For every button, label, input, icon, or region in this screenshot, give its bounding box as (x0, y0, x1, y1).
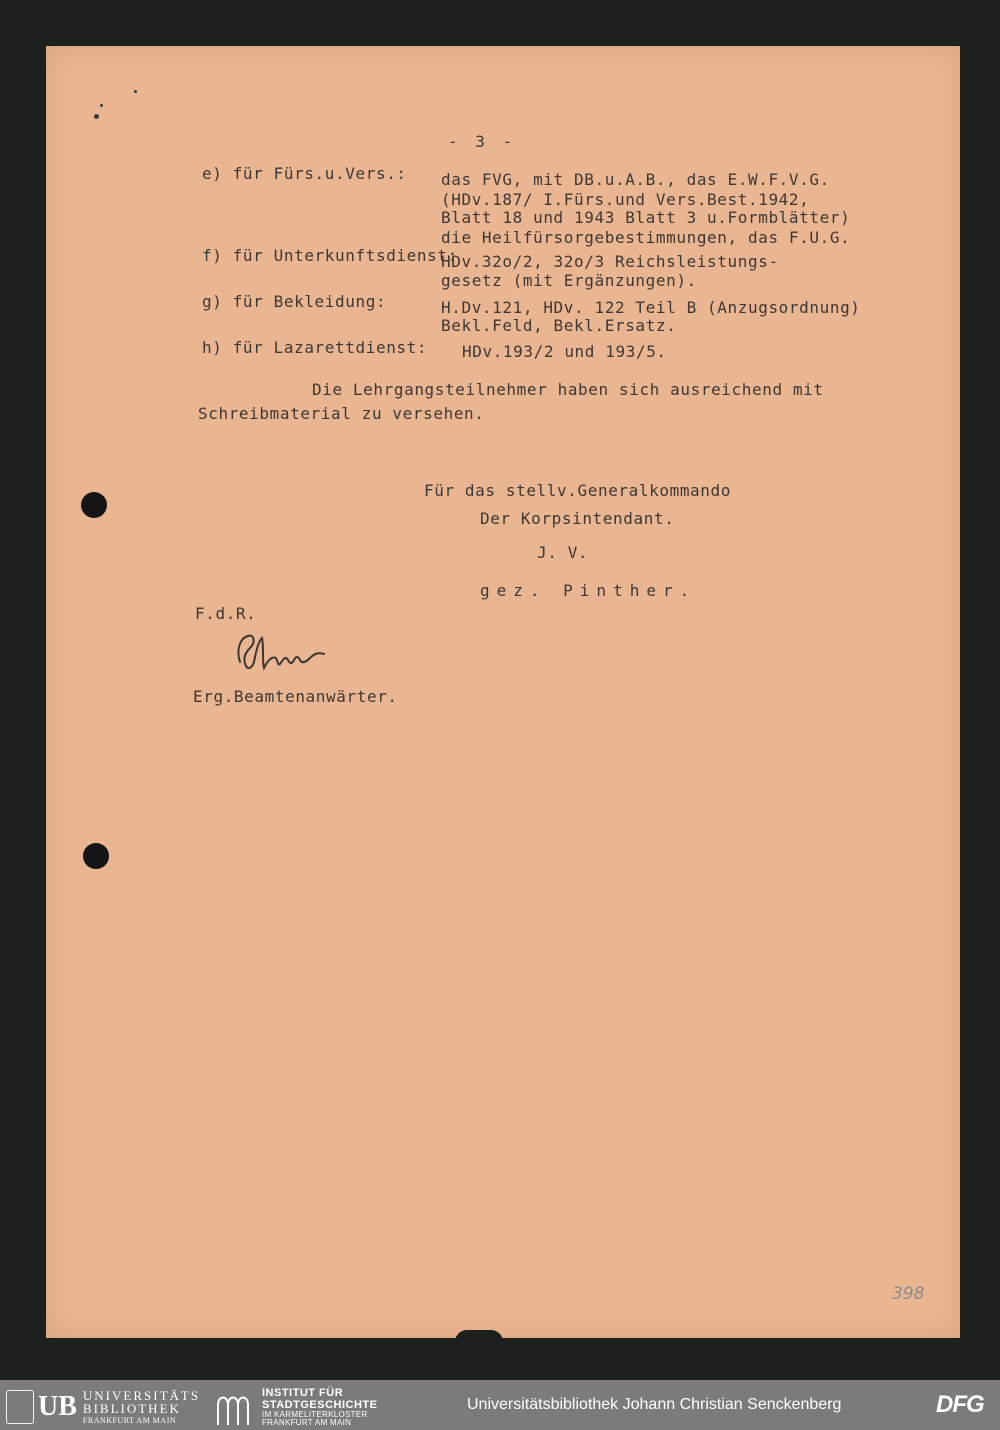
institute-line: IM KARMELITERKLOSTER (262, 1410, 368, 1420)
institute-line: INSTITUT FÜR (262, 1387, 344, 1399)
handwritten-signature (232, 632, 332, 678)
dust-speck (94, 114, 99, 119)
item-line: (HDv.187/ I.Fürs.und Vers.Best.1942, (441, 190, 810, 209)
closing-line: Der Korpsintendant. (480, 509, 675, 528)
item-line: HDv.32o/2, 32o/3 Reichsleistungs- (441, 252, 779, 271)
item-line: die Heilfürsorgebestimmungen, das F.U.G. (441, 228, 851, 247)
footer-bar (0, 1380, 1000, 1430)
closing-line: J. V. (537, 543, 589, 562)
item-line: Bekl.Feld, Bekl.Ersatz. (441, 316, 677, 335)
clerk-title: Erg.Beamtenanwärter. (193, 687, 398, 706)
item-label-g: g) für Bekleidung: (202, 292, 387, 311)
item-line: HDv.193/2 und 193/5. (462, 342, 667, 361)
dfg-logo[interactable]: DFG (936, 1391, 984, 1418)
ub-line: FRANKFURT AM MAIN (82, 1416, 177, 1425)
dust-speck (134, 90, 137, 93)
item-line: das FVG, mit DB.u.A.B., das E.W.F.V.G. (441, 170, 830, 189)
item-label-h: h) für Lazarettdienst: (202, 338, 428, 357)
punch-hole-bottom (83, 843, 109, 869)
ub-letters: UB (38, 1391, 77, 1422)
institute-logo[interactable] (214, 1388, 377, 1428)
paragraph-line: Die Lehrgangsteilnehmer haben sich ausreichend mit (312, 380, 824, 399)
ub-line: UNIVERSITÄTS (82, 1388, 201, 1403)
portrait-icon (6, 1390, 34, 1424)
signed-name: gez. Pinther. (480, 581, 697, 600)
arches-icon (214, 1391, 254, 1425)
item-label-f: f) für Unterkunftsdienst: (202, 246, 458, 265)
institute-line: FRANKFURT AM MAIN (262, 1418, 352, 1428)
item-line: H.Dv.121, HDv. 122 Teil B (Anzugsordnung) (441, 298, 861, 317)
item-line: Blatt 18 und 1943 Blatt 3 u.Formblätter) (441, 208, 851, 227)
punch-hole-top (81, 492, 107, 518)
closing-line: Für das stellv.Generalkommando (424, 481, 731, 500)
paper-notch (455, 1330, 503, 1344)
library-name[interactable]: Universitätsbibliothek Johann Christian Senckenberg (467, 1396, 842, 1413)
page-number: - 3 - (448, 132, 517, 151)
ub-line: BIBLIOTHEK (82, 1401, 181, 1416)
dust-speck (100, 104, 103, 107)
institute-line: STADTGESCHICHTE (262, 1398, 378, 1411)
paragraph-line: Schreibmaterial zu versehen. (198, 404, 485, 423)
item-line: gesetz (mit Ergänzungen). (441, 271, 697, 290)
pencil-page-number: 398 (892, 1284, 925, 1304)
ub-logo[interactable] (6, 1389, 200, 1425)
fdr-note: F.d.R. (195, 604, 257, 623)
item-label-e: e) für Fürs.u.Vers.: (202, 164, 407, 183)
